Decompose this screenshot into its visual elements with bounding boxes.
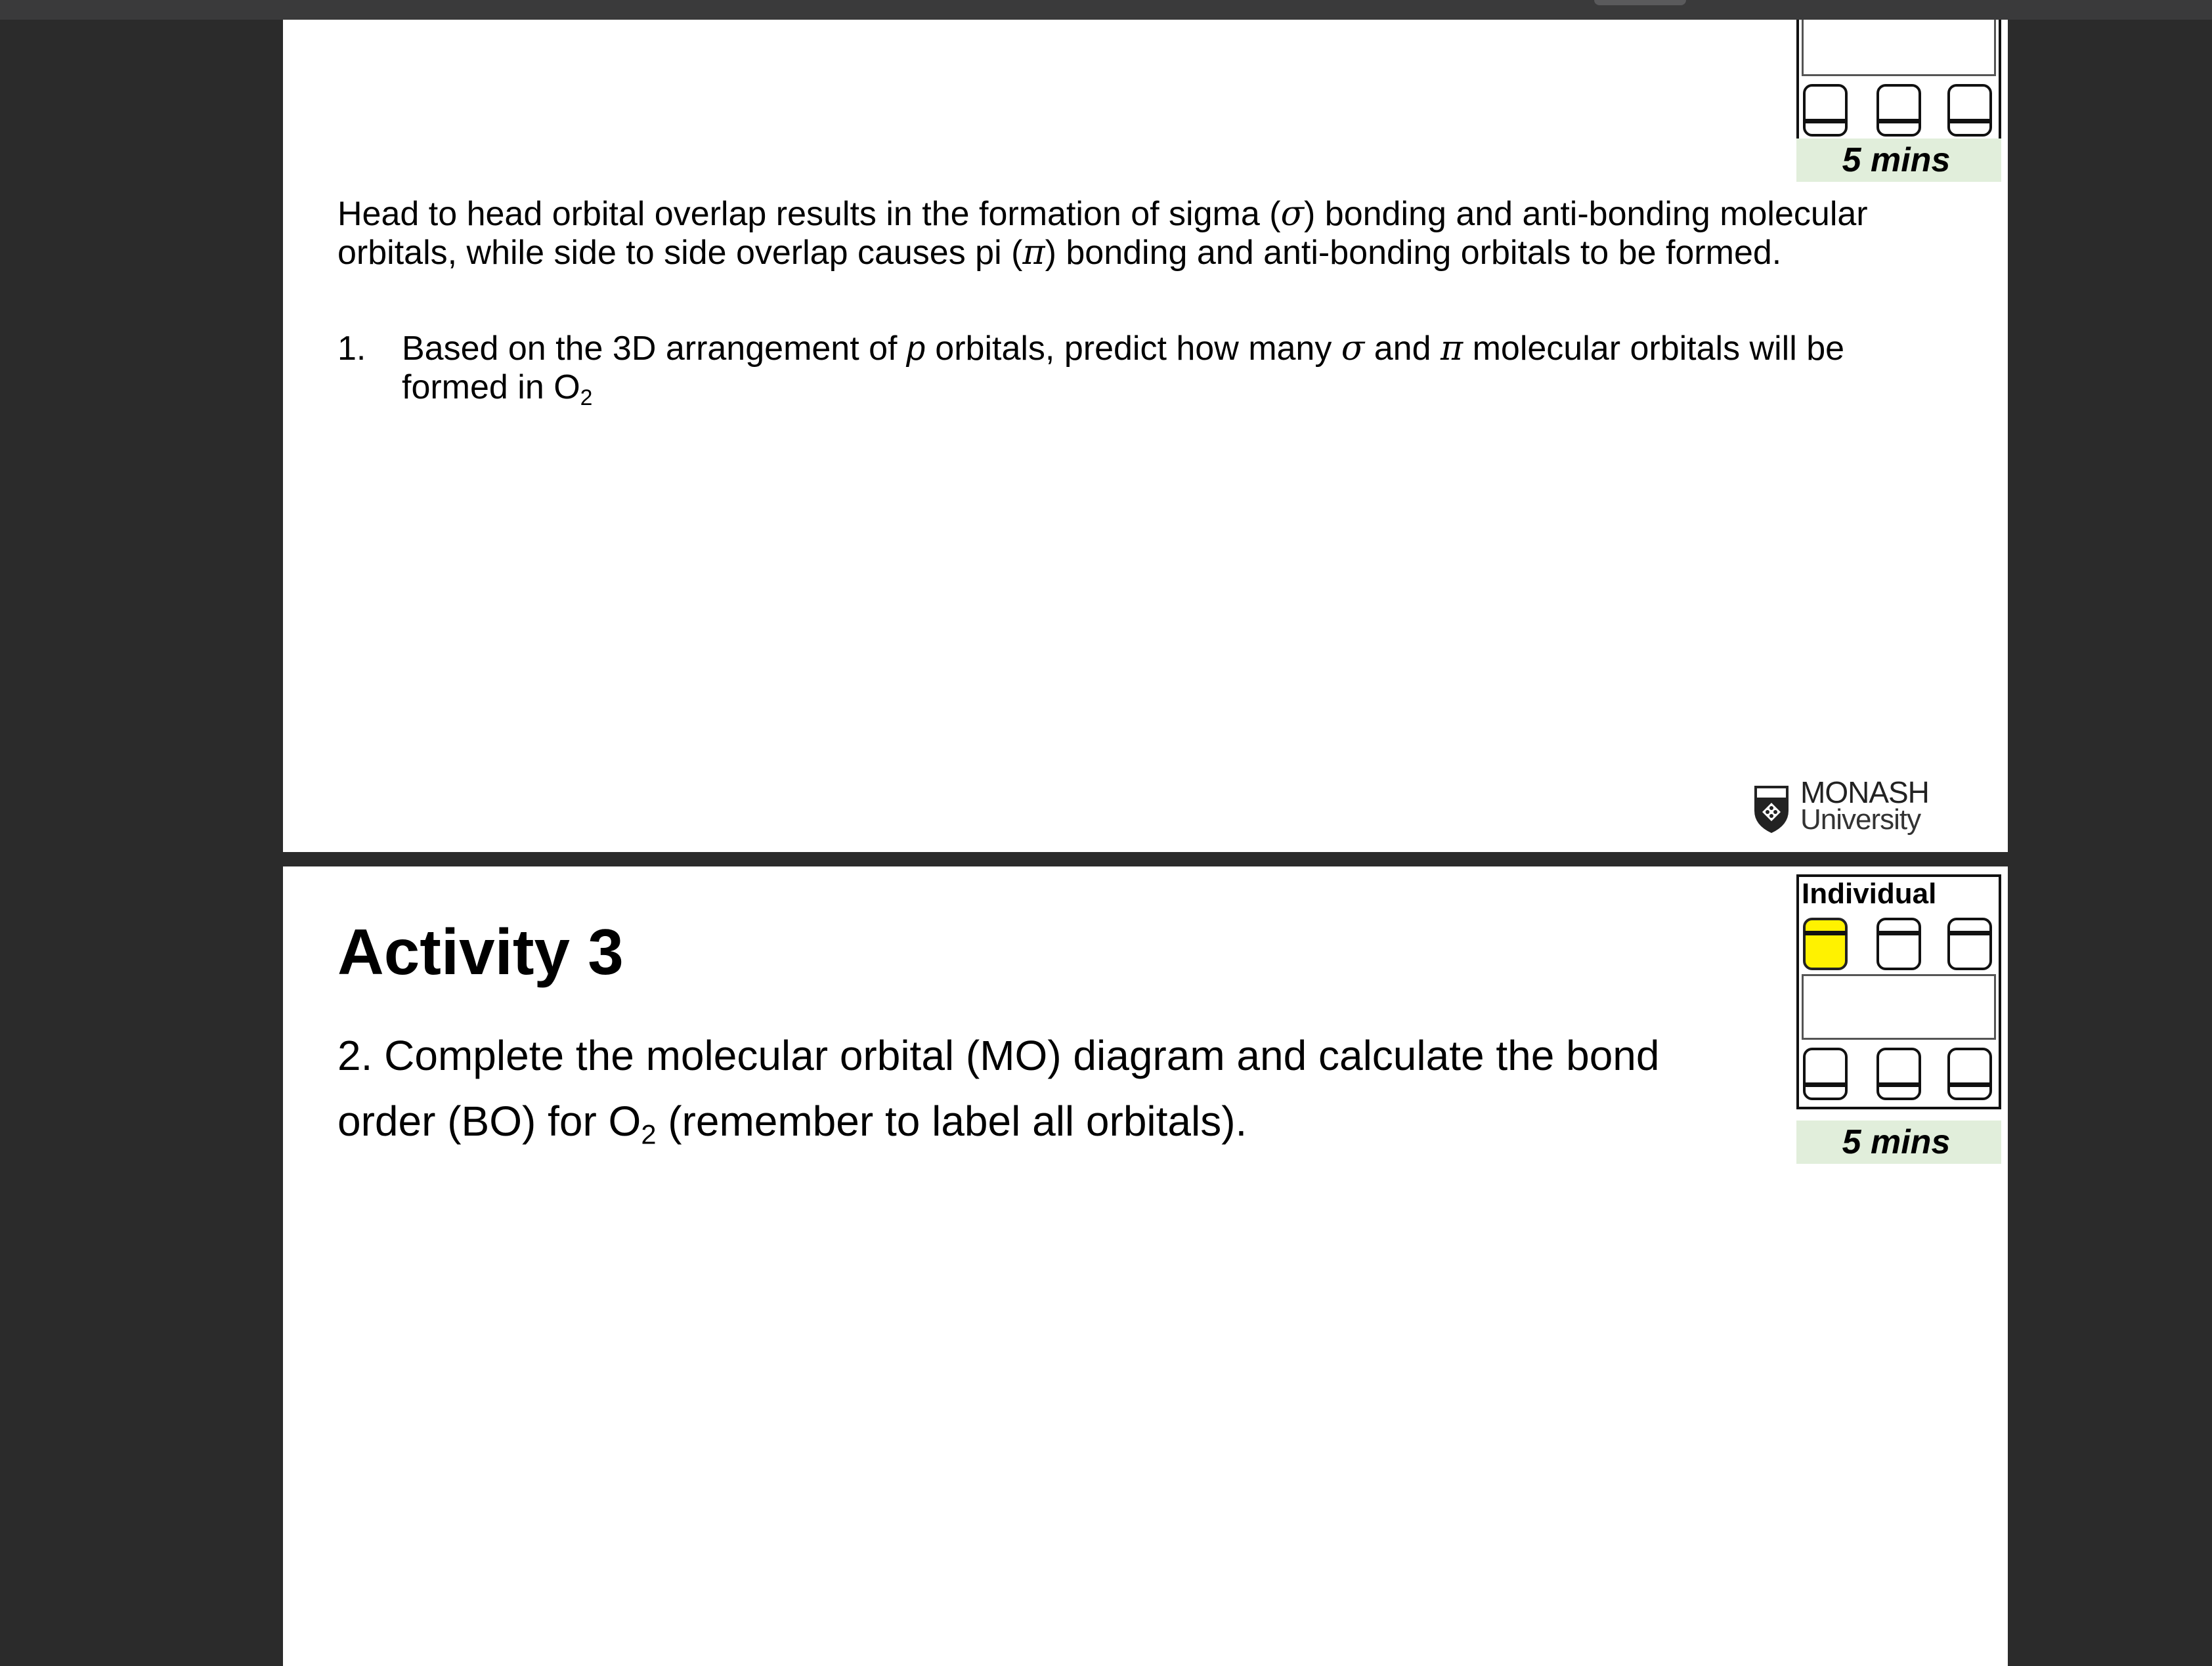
widget-bottom-row: [1799, 76, 1999, 143]
document-page-2: [283, 866, 2008, 1666]
grouping-widget: [1796, 20, 2001, 146]
question-2: 2. Complete the molecular orbital (MO) diagram and calculate the bond order (BO) for $O_2$ (remember to label all orbitals).: [337, 1032, 1660, 1150]
individual-icon-selected: [1803, 918, 1848, 970]
question-number: 1.: [337, 330, 366, 368]
monash-crest-icon: [1752, 783, 1791, 836]
widget-top-row: [1799, 910, 1999, 974]
intro-paragraph: Head to head orbital overlap results in the formation of sigma (σ) bonding and anti-bonding molecular orbitals, while side to side overlap causes pi (π) bonding and anti-bonding orbitals to be formed.: [337, 194, 1868, 272]
document-page-1: [283, 20, 2008, 852]
group-icon: [1947, 84, 1992, 137]
pair-icon: [1876, 84, 1921, 137]
group-icon: [1947, 918, 1992, 970]
timer-label: 5 mins: [1796, 139, 2001, 182]
pair-icon: [1876, 918, 1921, 970]
question-1: 1. Based on the 3D arrangement of p orbitals, predict how many σ and π molecular orbitals will be formed in $O_2$: [337, 329, 1845, 411]
widget-label: Individual: [1802, 878, 1937, 910]
widget-answer-box: [1802, 20, 1996, 76]
monash-logo: MONASH University: [1752, 778, 1949, 844]
viewer-top-bar: [0, 0, 2212, 20]
viewer-tab[interactable]: [1594, 0, 1686, 5]
timer-label: 5 mins: [1796, 1121, 2001, 1164]
activity-title: Activity 3: [337, 916, 624, 988]
individual-icon: [1803, 84, 1848, 137]
